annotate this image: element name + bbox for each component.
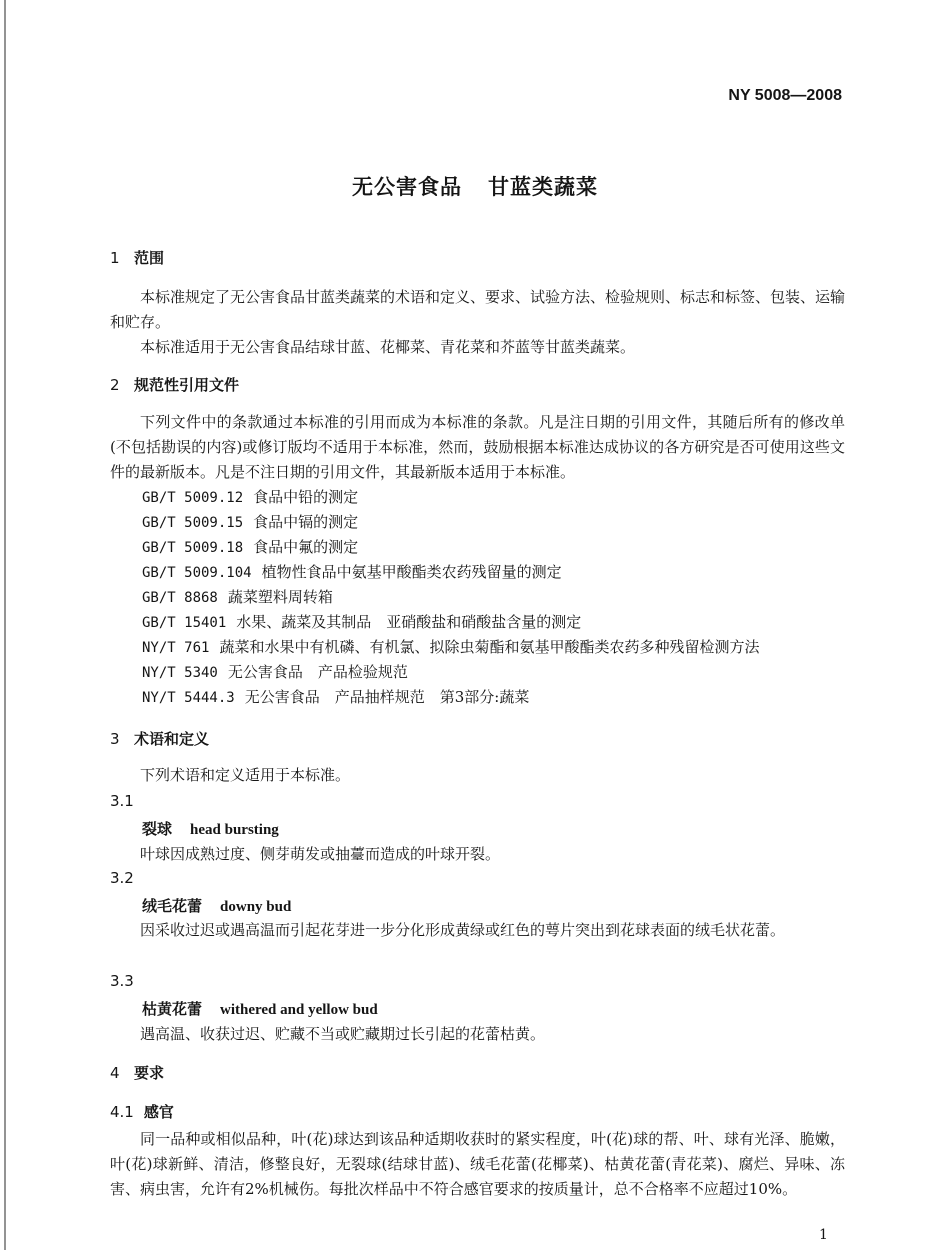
section-3-heading [110, 728, 209, 749]
reference-item: GB/T 5009.104 植物性食品中氨基甲酸酯类农药残留量的测定 [142, 563, 562, 581]
reference-item: GB/T 15401 水果、蔬菜及其制品 亚硝酸盐和硝酸盐含量的测定 [142, 613, 582, 631]
term-heading: 裂球 head bursting [142, 820, 279, 838]
term-number: 3.2 [110, 869, 134, 887]
section-1-paragraph-1: 本标准规定了无公害食品甘蓝类蔬菜的术语和定义、要求、试验方法、检验规则、标志和标签、包装、运输和贮存。 [110, 288, 846, 331]
section-number: 2 [110, 376, 120, 394]
term-definition: 遇高温、收获过迟、贮藏不当或贮藏期过长引起的花蕾枯黄。 [140, 1025, 546, 1043]
section-title: 术语和定义 [134, 730, 210, 748]
title-part-1: 无公害食品 [352, 175, 462, 199]
standard-number: NY 5008—2008 [728, 87, 842, 104]
reference-item: GB/T 5009.12 食品中铅的测定 [142, 488, 359, 506]
section-2-heading [110, 374, 239, 395]
section-4-paragraph-1: 同一品种或相似品种，叶(花)球达到该品种适期收获时的紧实程度，叶(花)球的帮、叶、球有光泽、脆嫩，叶(花)球新鲜、清洁，修整良好，无裂球(结球甘蓝)、绒毛花蕾(花椰菜)、枯黄花蕾(青花菜)、腐烂、异味、冻害、病虫害，允许有2%机械伤。每批次样品中不符合感官要求的按质量计，总不合格率不应超过10%。 [110, 1130, 845, 1198]
term-heading: 绒毛花蕾 downy bud [142, 897, 292, 915]
term-definition: 因采收过迟或遇高温而引起花芽进一步分化形成黄绿或红色的萼片突出到花球表面的绒毛状花蕾。 [140, 921, 786, 939]
page-number: 1 [819, 1227, 828, 1243]
section-title: 规范性引用文件 [134, 376, 240, 394]
section-1-heading [110, 247, 164, 268]
section-title: 要求 [134, 1064, 165, 1082]
term-number: 3.1 [110, 792, 134, 810]
subsection-title: 感官 [143, 1103, 174, 1121]
reference-item: GB/T 5009.15 食品中镉的测定 [142, 513, 359, 531]
subsection-number: 4.1 [110, 1103, 134, 1121]
term-heading: 枯黄花蕾 withered and yellow bud [142, 1000, 378, 1018]
term-definition: 叶球因成熟过度、侧芽萌发或抽薹而造成的叶球开裂。 [140, 845, 501, 863]
reference-item: NY/T 5340 无公害食品 产品检验规范 [142, 663, 408, 681]
term-number: 3.3 [110, 972, 134, 990]
section-number: 4 [110, 1064, 120, 1082]
section-number: 3 [110, 730, 120, 748]
reference-item: GB/T 5009.18 食品中氟的测定 [142, 538, 359, 556]
reference-item: NY/T 5444.3 无公害食品 产品抽样规范 第3部分:蔬菜 [142, 688, 530, 706]
reference-item: NY/T 761 蔬菜和水果中有机磷、有机氯、拟除虫菊酯和氨基甲酸酯类农药多种残留检测方法 [142, 638, 760, 656]
subsection-4-1-heading [110, 1101, 174, 1122]
document-title [0, 171, 950, 201]
section-title: 范围 [134, 249, 165, 267]
section-3-paragraph-1: 下列术语和定义适用于本标准。 [140, 766, 351, 784]
section-2-paragraph-1: 下列文件中的条款通过本标准的引用而成为本标准的条款。凡是注日期的引用文件，其随后所有的修改单(不包括勘误的内容)或修订版均不适用于本标准，然而，鼓励根据本标准达成协议的各方研究是否可使用这些文件的最新版本。凡是不注日期的引用文件，其最新版本适用于本标准。 [110, 413, 845, 481]
section-number: 1 [110, 249, 120, 267]
section-1-paragraph-2: 本标准适用于无公害食品结球甘蓝、花椰菜、青花菜和芥蓝等甘蓝类蔬菜。 [140, 338, 636, 356]
title-part-2: 甘蓝类蔬菜 [488, 175, 598, 199]
section-4-heading [110, 1062, 164, 1083]
reference-item: GB/T 8868 蔬菜塑料周转箱 [142, 588, 333, 606]
